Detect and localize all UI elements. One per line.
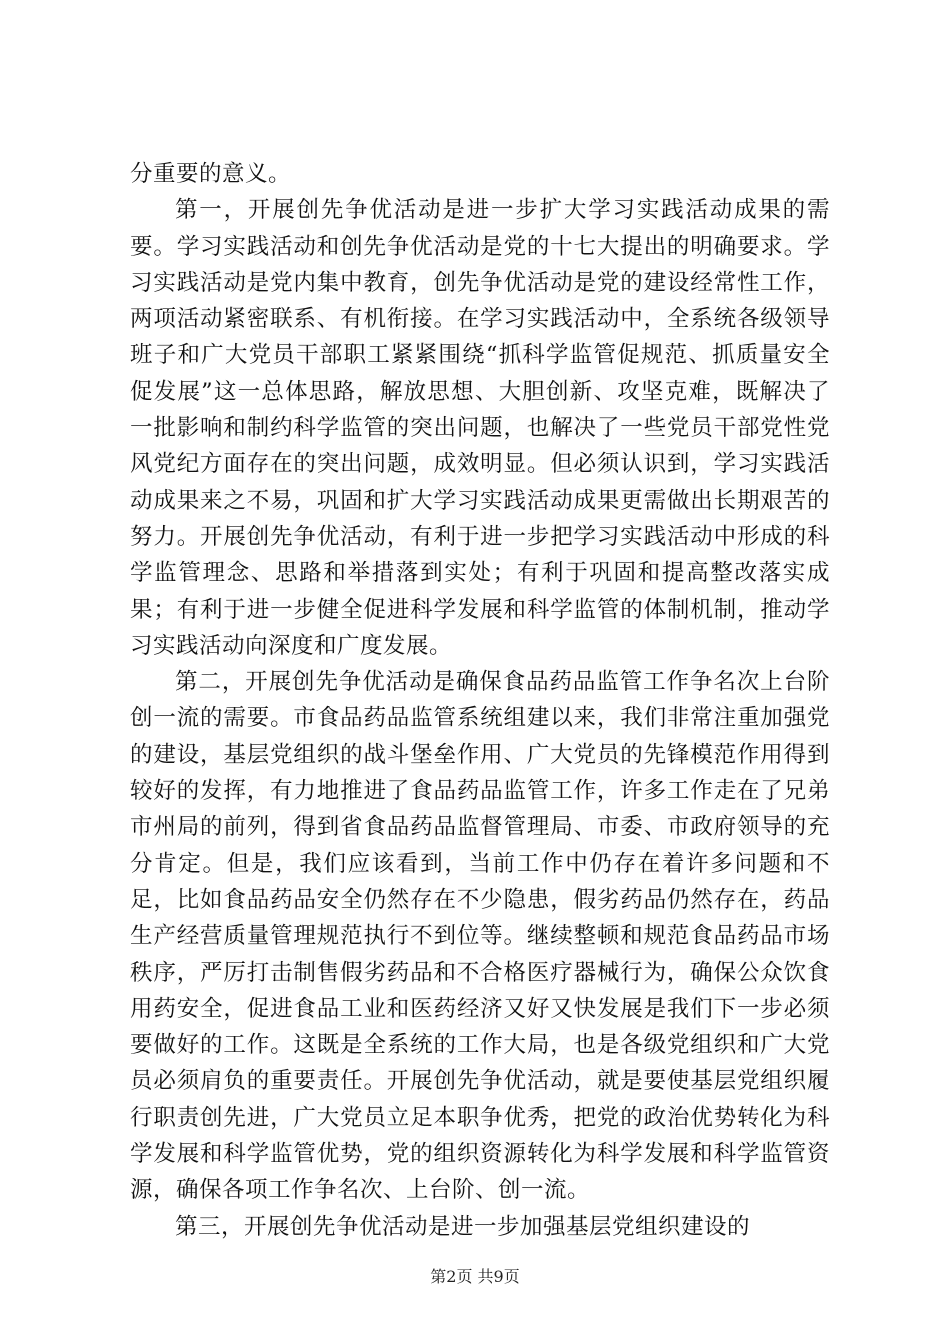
paragraph-third-point: 第三，开展创先争优活动是进一步加强基层党组织建设的: [175, 1213, 751, 1240]
page-footer: 第2页 共9页: [430, 1267, 520, 1286]
paragraph-continuation: 分重要的意义。: [130, 161, 292, 187]
document-body: [130, 156, 830, 1245]
paragraph-first-point: 第一，开展创先争优活动是进一步扩大学习实践活动成果的需要。学习实践活动和创先争优活动是党的十七大提出的明确要求。学习实践活动是党内集中教育，创先争优活动是党的建设经常性工作，两项活动紧密联系、有机衔接。在学习实践活动中，全系统各级领导班子和广大党员干部职工紧紧围绕“抓科学监管促规范、抓质量安全促发展”这一总体思路，解放思想、大胆创新、攻坚克难，既解决了一批影响和制约科学监管的突出问题，也解决了一些党员干部党性党风党纪方面存在的突出问题，成效明显。但必须认识到，学习实践活动成果来之不易，巩固和扩大学习实践活动成果更需做出长期艰苦的努力。开展创先争优活动，有利于进一步把学习实践活动中形成的科学监管理念、思路和举措落到实处；有利于巩固和提高整改落实成果；有利于进一步健全促进科学发展和科学监管的体制机制，推动学习实践活动向深度和广度发展。: [130, 197, 830, 659]
paragraph-second-point: 第二，开展创先争优活动是确保食品药品监管工作争名次上台阶创一流的需要。市食品药品监管系统组建以来，我们非常注重加强党的建设，基层党组织的战斗堡垒作用、广大党员的先锋模范作用得到较好的发挥，有力地推进了食品药品监管工作，许多工作走在了兄弟市州局的前列，得到省食品药品监督管理局、市委、市政府领导的充分肯定。但是，我们应该看到，当前工作中仍存在着许多问题和不足，比如食品药品安全仍然存在不少隐患，假劣药品仍然存在，药品生产经营质量管理规范执行不到位等。继续整顿和规范食品药品市场秩序，严厉打击制售假劣药品和不合格医疗器械行为，确保公众饮食用药安全，促进食品工业和医药经济又好又快发展是我们下一步必须要做好的工作。这既是全系统的工作大局，也是各级党组织和广大党员必须肩负的重要责任。开展创先争优活动，就是要使基层党组织履行职责创先进，广大党员立足本职争优秀，把党的政治优势转化为科学发展和科学监管优势，党的组织资源转化为科学发展和科学监管资源，确保各项工作争名次、上台阶、创一流。: [130, 669, 830, 1204]
